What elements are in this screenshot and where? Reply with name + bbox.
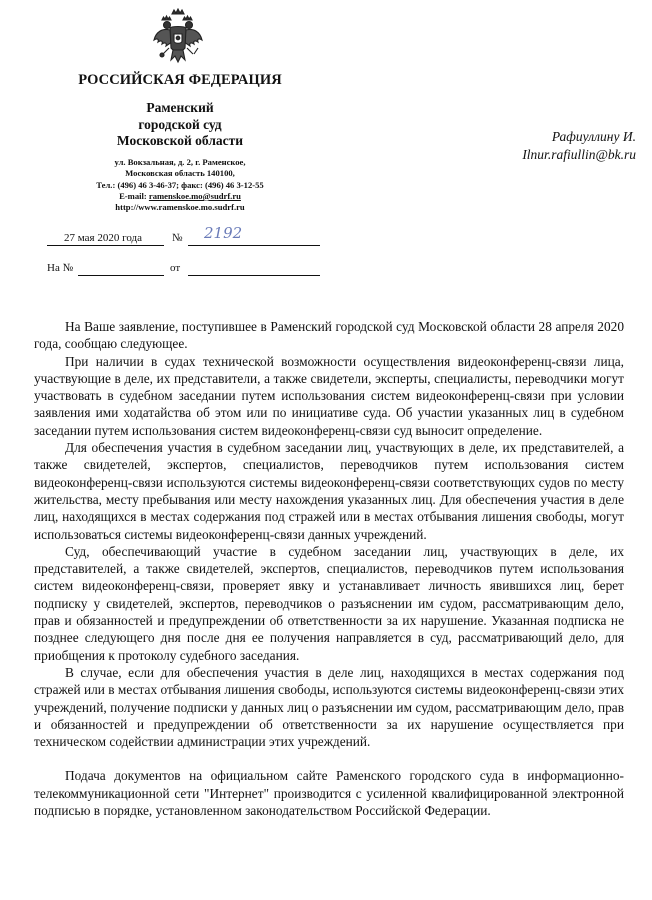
body-paragraph: Для обеспечения участия в судебном заседании лиц, участвующих в деле, их представителей, а также свидетелей, экспертов, специалистов, переводчиков путем использования систем видеоконференц-связи используются системы видеоконференц-связи соответствующих судов по месту жительства, месту пребывания или месту нахождения указанных лиц. Для обеспечения участия в деле лиц, находящихся в местах содержания под стражей или в местах отбывания лишения свободы, могут использоваться системы видеоконференц-связи данных учреждений. — [34, 440, 624, 542]
address-line: ул. Вокзальная, д. 2, г. Раменское, — [114, 157, 246, 167]
email-label: E-mail: — [119, 190, 149, 201]
reference-number-label: На № — [47, 262, 74, 274]
body-paragraph: Суд, обеспечивающий участие в судебном заседании лиц, участвующих в деле, их представителей, а также свидетелей, экспертов, специалистов, переводчиков путем использования систем видеоконференц-связи, проверяет явку и устанавливает личность явившихся лиц, берет подписку у свидетелей, экспертов, переводчиков о разъяснении им судом, рассматривающим дело, прав и обязанностей и предупреждении об ответственности за их нарушение. Указанная подписка не позднее следующего дня после дня ее получения направляется в суд, рассматривающий дело, для приобщения к протоколу судебного заседания. — [34, 543, 624, 663]
body-paragraph: В случае, если для обеспечения участия в деле лиц, находящихся в местах содержания под стражей или в местах отбывания лишения свободы, используются системы видеоконференц-связи этих учреждений, получение подписки у данных лиц о разъяснении им судом, рассматривающим дело, прав и обязанностей и предупреждении об ответственности за их нарушение осуществляется при техническом содействии администрации этих учреждений. — [34, 664, 624, 750]
outgoing-number-label: № — [172, 232, 183, 244]
body-paragraph: При наличии в судах технической возможности осуществления видеоконференц-связи лица, участвующие в деле, их представители, а также свидетели, эксперты, специалисты, переводчики могут участвовать в судебном заседании путем использования систем видеоконференц-связи при условии заявления ими ходатайства об этом или по инициативе суда. Об участии указанных лиц в судебном заседании путем использования систем видеоконференц-связи суд выносит определение. — [34, 353, 624, 438]
court-name — [70, 100, 290, 150]
court-name-line: Московской области — [116, 133, 244, 148]
date-underline — [47, 245, 164, 246]
addressee-email: Ilnur.rafiullin@bk.ru — [522, 147, 636, 162]
court-name-line: Раменский — [146, 100, 214, 115]
court-name-line: городской суд — [138, 116, 222, 132]
addressee-block — [522, 128, 636, 164]
reference-number-underline — [78, 275, 164, 276]
court-contacts — [70, 157, 290, 213]
addressee-name: Рафиуллину И. — [551, 129, 636, 144]
coat-of-arms-emblem — [152, 8, 204, 66]
address-line: Московская область 140100, — [125, 168, 235, 179]
body-paragraph: Подача документов на официальном сайте Раменского городского суда в информационно-телекоммуникационной сети "Интернет" производится с усиленной квалифицированной электронной подписью в порядке, установленном законодательством Российской Федерации. — [34, 768, 624, 819]
email-line — [70, 191, 290, 202]
number-underline — [188, 245, 320, 246]
outgoing-date: 27 мая 2020 года — [64, 232, 142, 244]
country-title: РОССИЙСКАЯ ФЕДЕРАЦИЯ — [78, 72, 282, 88]
phone-line: Тел.: (496) 46 3-46-37; факс: (496) 46 3-12-55 — [96, 179, 264, 190]
body-paragraph: На Ваше заявление, поступившее в Раменский городской суд Московской области 28 апреля 2020 года, сообщаю следующее. — [34, 319, 624, 352]
letter-body — [34, 318, 624, 819]
email-link[interactable]: ramenskoe.mo@sudrf.ru — [148, 190, 241, 201]
reference-date-underline — [188, 275, 320, 276]
handwritten-outgoing-number: 2192 — [204, 224, 243, 242]
website-link[interactable]: http://www.ramenskoe.mo.sudrf.ru — [115, 202, 245, 213]
reference-date-label: от — [170, 262, 181, 274]
